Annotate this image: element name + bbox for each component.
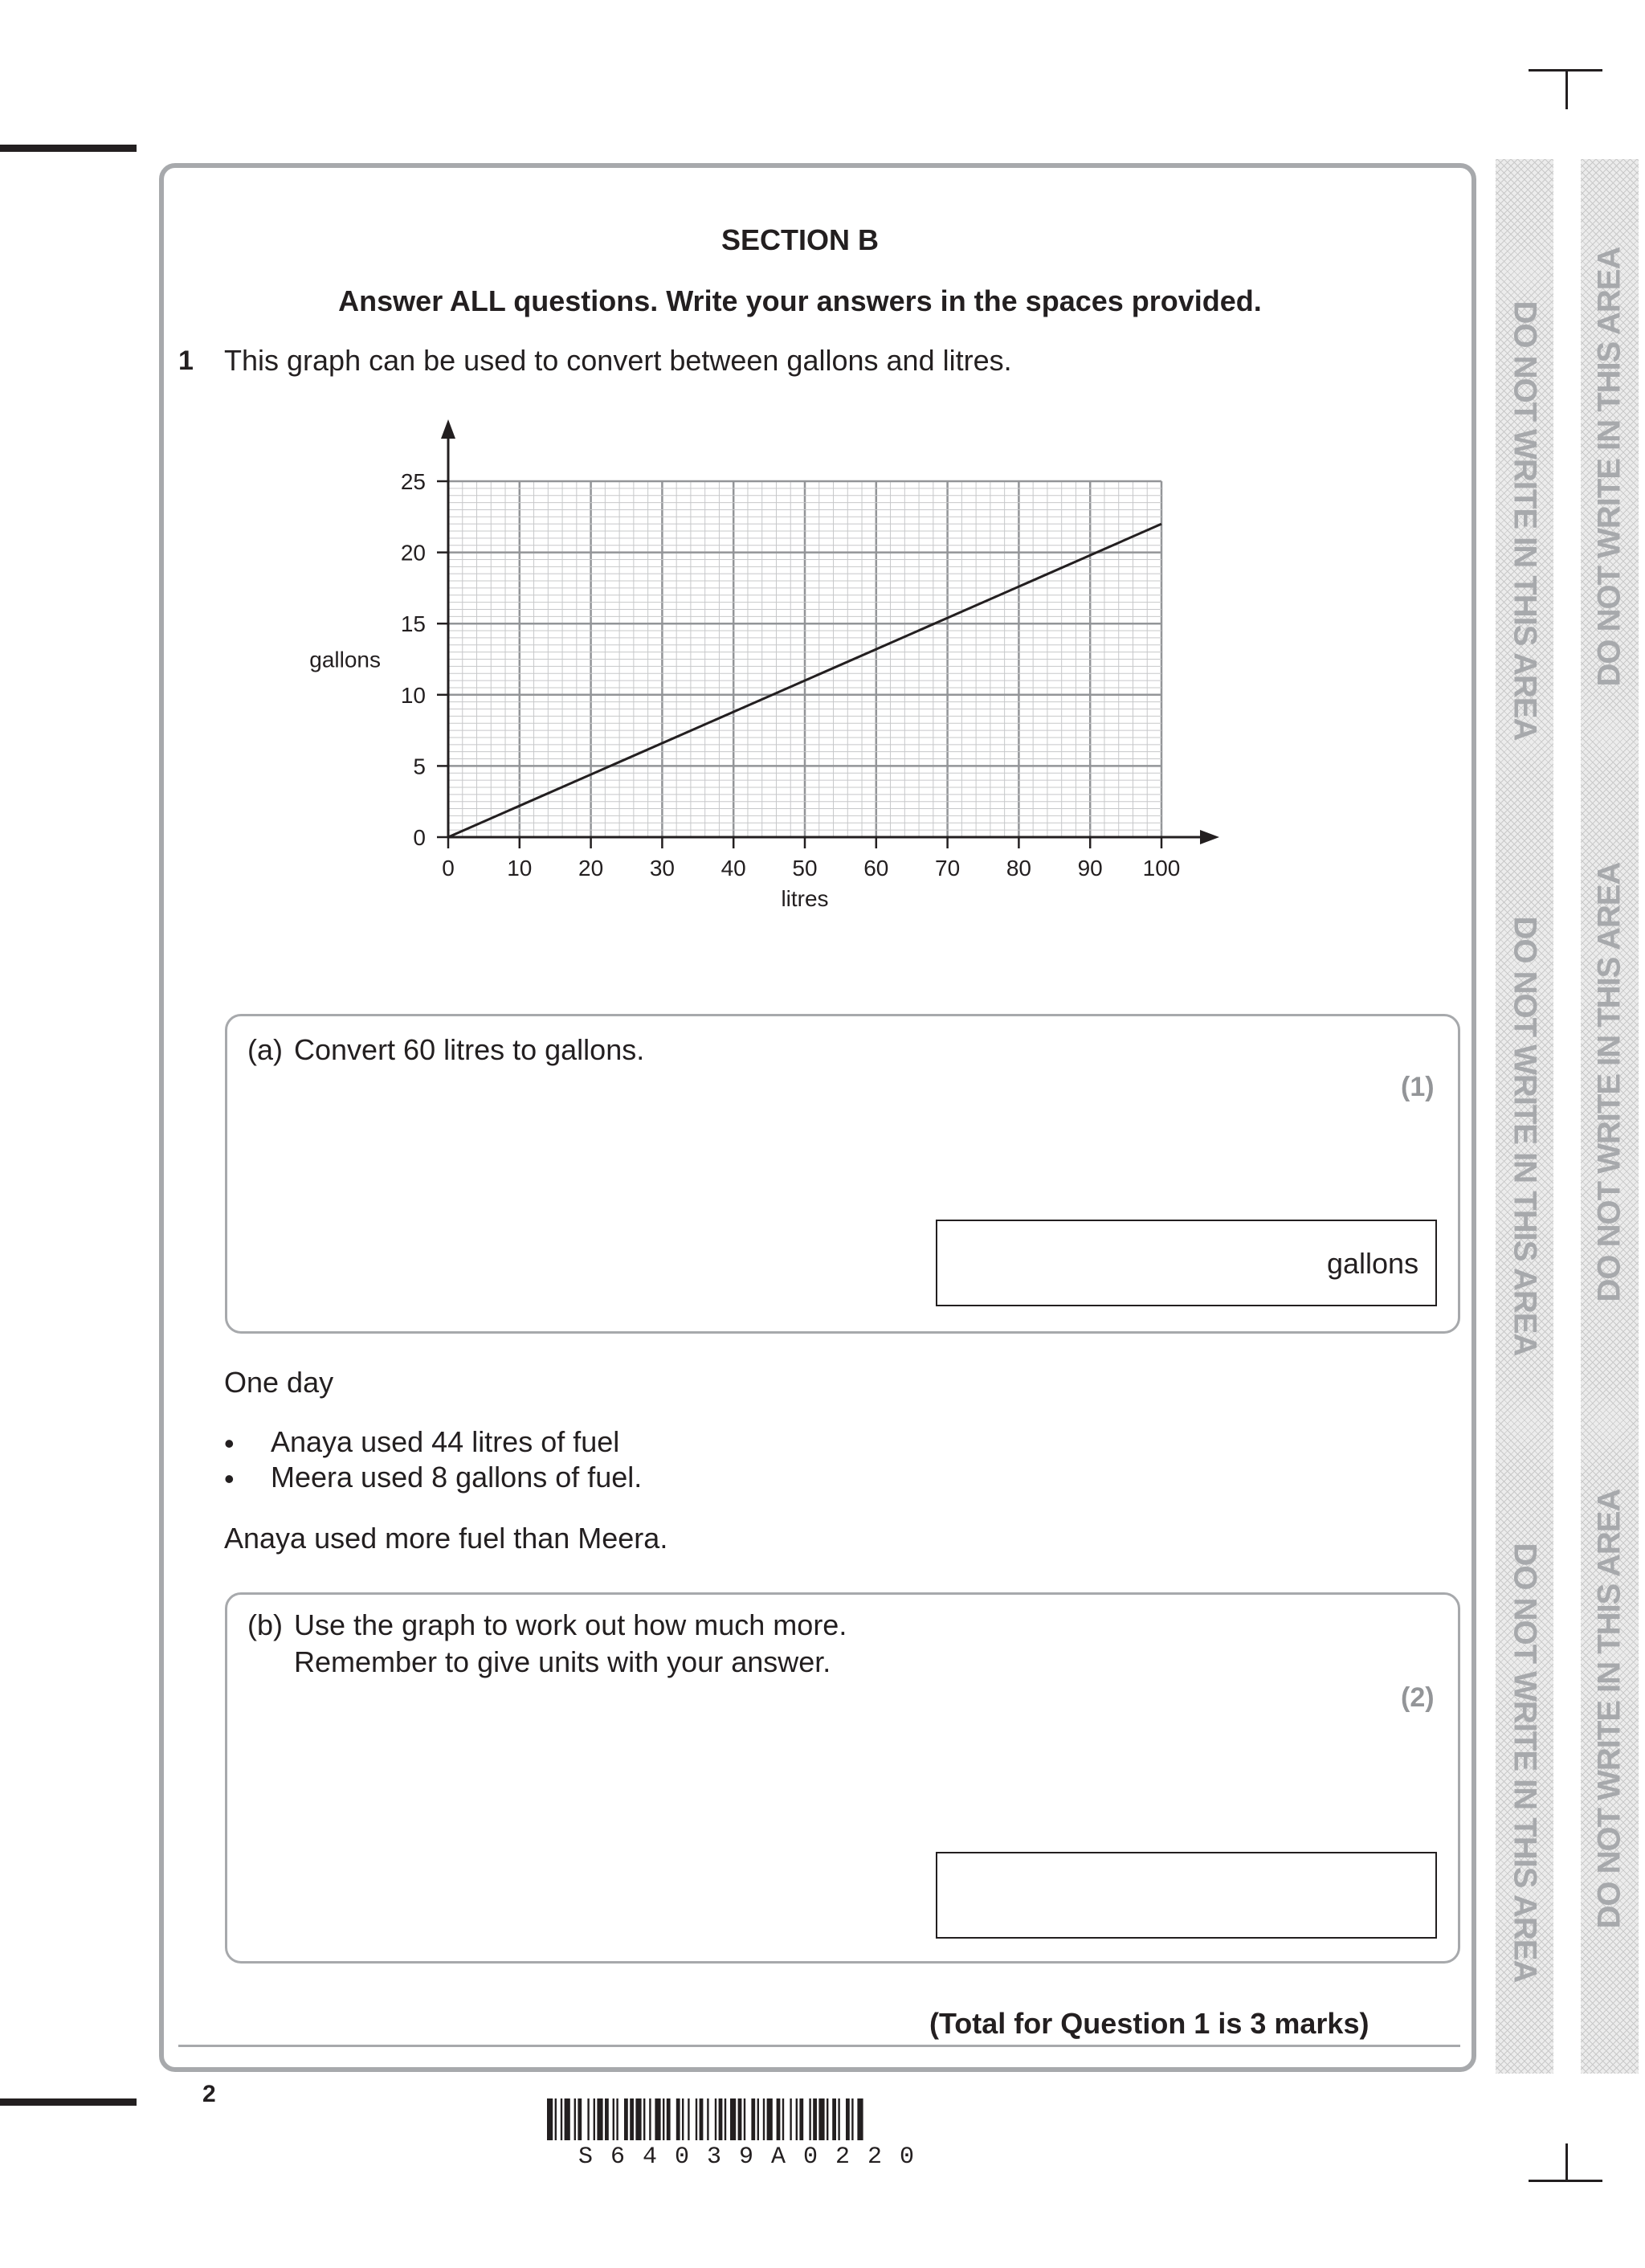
barcode-bar <box>832 2098 836 2140</box>
context-lead: One day <box>224 1366 334 1399</box>
barcode-bar <box>676 2098 680 2140</box>
bullet-dot: • <box>224 1427 235 1460</box>
barcode-bar <box>594 2098 595 2140</box>
x-tick-label: 40 <box>720 856 746 881</box>
margin-warning: DO NOT WRITE IN THIS AREA <box>1591 862 1627 1302</box>
barcode-bar <box>799 2098 803 2140</box>
barcode-bar <box>767 2098 773 2140</box>
barcode-bar <box>624 2098 628 2140</box>
x-tick-label: 80 <box>1006 856 1031 881</box>
crop-mark-top-v <box>1565 69 1568 109</box>
question-intro: This graph can be used to convert between gallons and litres. <box>224 344 1012 377</box>
x-tick-label: 50 <box>792 856 818 881</box>
barcode-bar <box>597 2098 602 2140</box>
x-axis-arrow <box>1200 830 1219 844</box>
part-b-marks: (2) <box>1401 1682 1435 1713</box>
section-title: SECTION B <box>720 223 879 256</box>
x-tick-label: 90 <box>1077 856 1103 881</box>
barcode-bar <box>707 2098 708 2140</box>
barcode-bar <box>574 2098 576 2140</box>
barcode-bar <box>838 2098 839 2140</box>
barcode-bar <box>616 2098 618 2140</box>
barcode-bar <box>561 2098 562 2140</box>
y-tick-label: 10 <box>400 682 426 708</box>
barcode-bar <box>605 2098 609 2140</box>
question-total: (Total for Question 1 is 3 marks) <box>929 2007 1369 2040</box>
barcode-bar <box>763 2098 765 2140</box>
barcode-bar <box>725 2098 726 2140</box>
part-b-answer-box[interactable] <box>936 1852 1437 1939</box>
x-axis-label: litres <box>781 886 829 911</box>
x-tick-label: 0 <box>442 856 455 881</box>
barcode-bar <box>682 2098 684 2140</box>
x-tick-label: 100 <box>1142 856 1181 881</box>
barcode-bar <box>715 2098 716 2140</box>
barcode-bar <box>719 2098 723 2140</box>
y-tick-label: 5 <box>413 754 426 779</box>
context-statement: Anaya used more fuel than Meera. <box>224 1522 668 1555</box>
part-b-line2: Remember to give units with your answer. <box>294 1645 831 1678</box>
context-bullet: Anaya used 44 litres of fuel <box>271 1425 620 1458</box>
barcode-bar <box>565 2098 570 2140</box>
barcode-bar <box>846 2098 850 2140</box>
conversion-graph <box>289 418 1237 932</box>
barcode-bar <box>700 2098 704 2140</box>
part-a-marks: (1) <box>1401 1072 1435 1102</box>
barcode-digits: S64039A0220 <box>578 2143 933 2171</box>
barcode-bar <box>630 2098 634 2140</box>
barcode-bar <box>643 2098 645 2140</box>
barcode-bar <box>635 2098 641 2140</box>
y-tick-label: 15 <box>400 611 426 637</box>
edge-bar-top <box>0 145 137 152</box>
page-number: 2 <box>202 2081 216 2107</box>
barcode-bar <box>790 2098 791 2140</box>
y-tick-label: 20 <box>400 540 426 566</box>
margin-warning: DO NOT WRITE IN THIS AREA <box>1591 1489 1627 1929</box>
part-a-text: Convert 60 litres to gallons. <box>294 1033 645 1066</box>
barcode-bar <box>818 2098 824 2140</box>
context-bullet: Meera used 8 gallons of fuel. <box>271 1461 643 1494</box>
x-tick-label: 30 <box>649 856 675 881</box>
barcode-bar <box>730 2098 736 2140</box>
y-tick-label: 25 <box>400 469 426 494</box>
x-tick-label: 20 <box>578 856 604 881</box>
barcode-bar <box>655 2098 660 2140</box>
section-instruction: Answer ALL questions. Write your answers in the spaces provided. <box>338 284 1262 317</box>
x-tick-label: 10 <box>507 856 533 881</box>
barcode-bar <box>744 2098 745 2140</box>
barcode-bar <box>547 2098 553 2140</box>
barcode-bar <box>777 2098 781 2140</box>
edge-bar-bottom <box>0 2098 137 2106</box>
barcode-bar <box>613 2098 614 2140</box>
barcode-bar <box>738 2098 742 2140</box>
margin-warning: DO NOT WRITE IN THIS AREA <box>1507 916 1543 1356</box>
barcode-bar <box>555 2098 557 2140</box>
barcode-bar <box>578 2098 582 2140</box>
margin-warning: DO NOT WRITE IN THIS AREA <box>1507 300 1543 741</box>
barcode-bar <box>751 2098 755 2140</box>
y-axis-arrow <box>441 419 455 439</box>
x-tick-label: 70 <box>935 856 961 881</box>
part-b-line1: Use the graph to work out how much more. <box>294 1608 847 1641</box>
barcode <box>547 2098 1087 2140</box>
total-divider <box>178 2045 1460 2047</box>
barcode-bar <box>649 2098 651 2140</box>
barcode-bar <box>587 2098 589 2140</box>
barcode-bar <box>827 2098 828 2140</box>
barcode-bar <box>813 2098 817 2140</box>
barcode-bar <box>663 2098 664 2140</box>
x-tick-label: 60 <box>863 856 889 881</box>
part-a-answer-unit: gallons <box>1327 1247 1419 1280</box>
barcode-bar <box>857 2098 863 2140</box>
barcode-bar <box>782 2098 784 2140</box>
part-a-label: (a) <box>247 1033 283 1066</box>
crop-mark-bottom-v <box>1565 2143 1568 2182</box>
margin-warning: DO NOT WRITE IN THIS AREA <box>1591 247 1627 687</box>
question-number: 1 <box>178 345 194 376</box>
margin-warning: DO NOT WRITE IN THIS AREA <box>1507 1543 1543 1983</box>
y-tick-label: 0 <box>413 825 426 850</box>
barcode-bar <box>688 2098 689 2140</box>
bullet-dot: • <box>224 1462 235 1495</box>
barcode-bar <box>851 2098 853 2140</box>
barcode-bar <box>757 2098 759 2140</box>
part-b-label: (b) <box>247 1608 283 1641</box>
barcode-bar <box>696 2098 697 2140</box>
y-axis-label: gallons <box>309 647 381 672</box>
barcode-bar <box>796 2098 798 2140</box>
barcode-bar <box>809 2098 810 2140</box>
barcode-bar <box>667 2098 671 2140</box>
